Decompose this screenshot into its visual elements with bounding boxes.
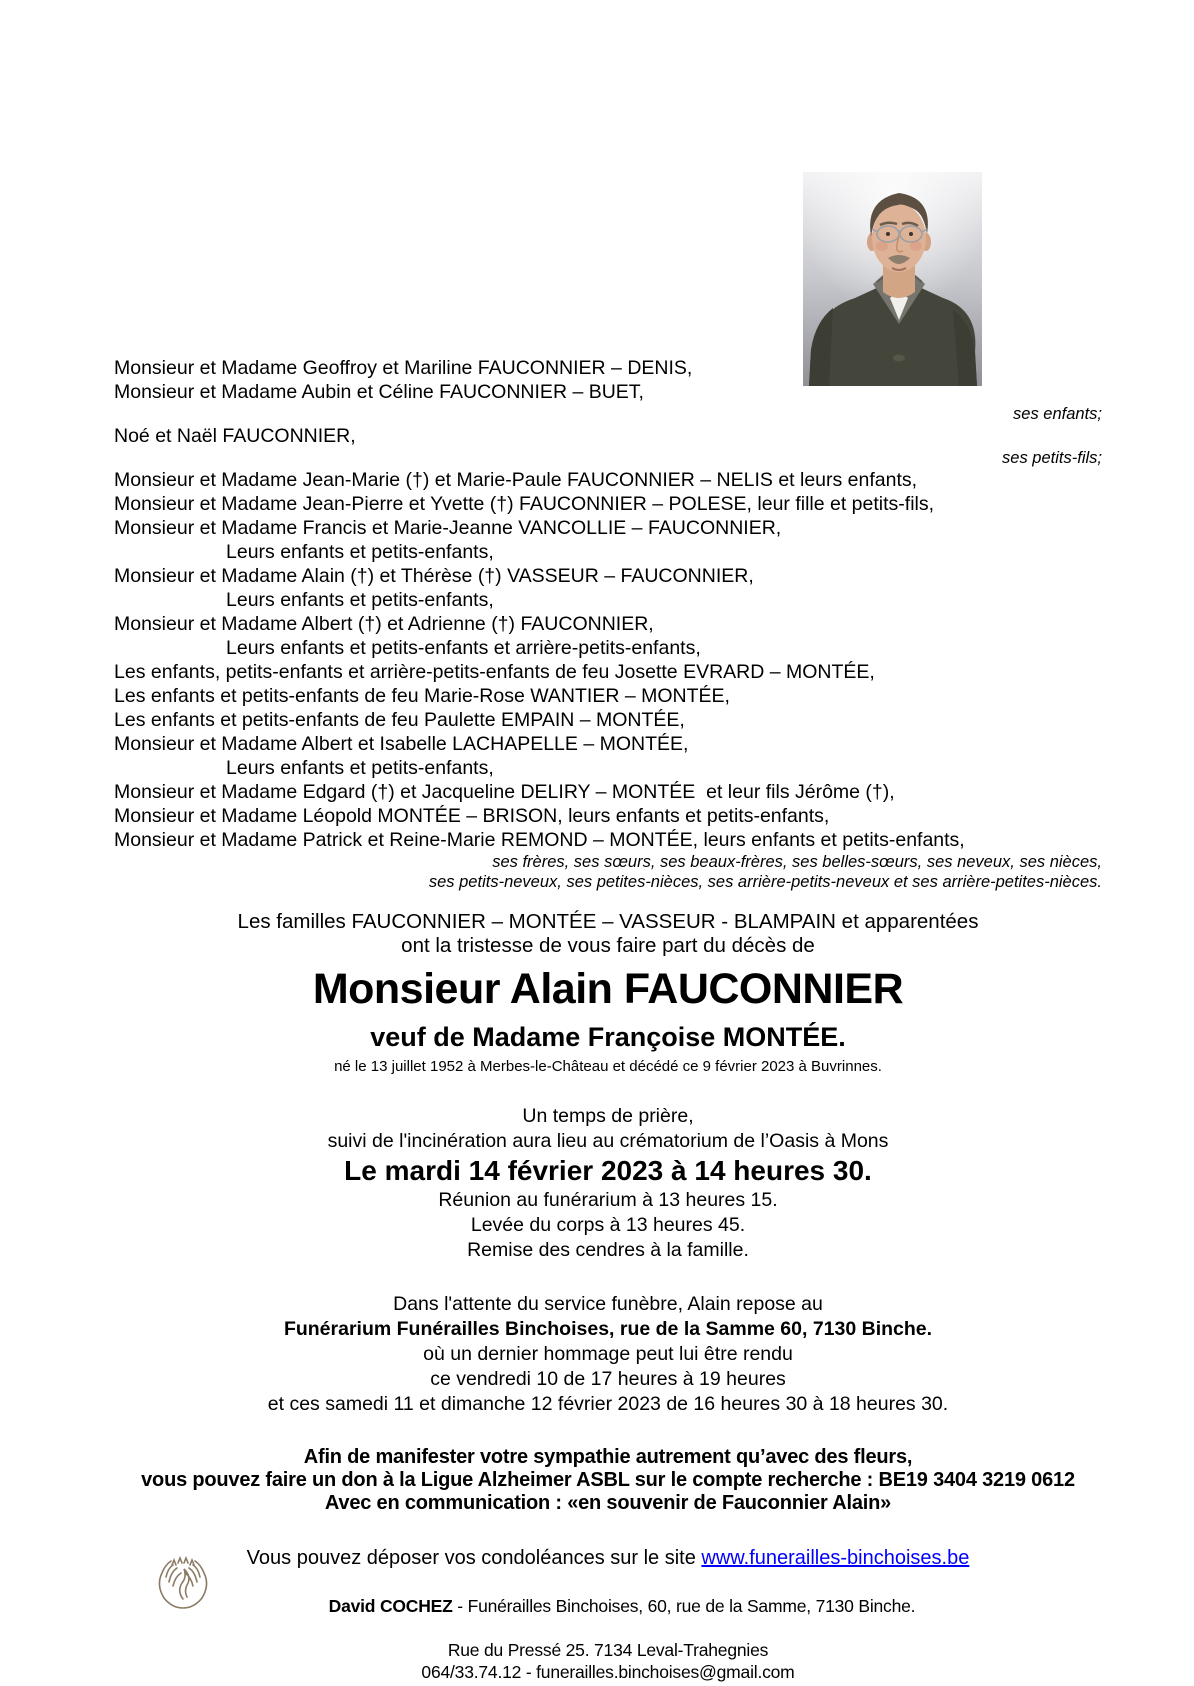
widower-line: veuf de Madame Françoise MONTÉE. xyxy=(370,1022,846,1052)
family-list-line: Monsieur et Madame Léopold MONTÉE – BRISON, leurs enfants et petits-enfants, xyxy=(114,805,830,827)
ceremony-details xyxy=(114,1104,1102,1263)
family-list-line: Noé et Naël FAUCONNIER, xyxy=(114,425,356,447)
family-list-line: Leurs enfants et petits-enfants et arrière-petits-enfants, xyxy=(226,637,701,659)
intro-line: ont la tristesse de vous faire part du décès de xyxy=(401,934,815,957)
family-list-line: ses frères, ses sœurs, ses beaux-frères, ses belles-sœurs, ses neveux, ses nièces, xyxy=(492,853,1102,871)
announcement-intro xyxy=(114,910,1102,958)
family-list-line: ses enfants; xyxy=(1013,405,1102,423)
website-link[interactable]: www.funerailles-binchoises.be xyxy=(701,1547,970,1569)
donation-line: Avec en communication : «en souvenir de Fauconnier Alain» xyxy=(324,1492,892,1514)
deceased-name: Monsieur Alain FAUCONNIER xyxy=(312,965,904,1013)
repose-details xyxy=(114,1292,1102,1417)
family-list-line: Leurs enfants et petits-enfants, xyxy=(226,757,494,779)
family-list-line: Monsieur et Madame Alain (†) et Thérèse (†) VASSEUR – FAUCONNIER, xyxy=(114,565,754,587)
director-line xyxy=(114,1573,1102,1639)
family-list-line: ses petits-fils; xyxy=(1002,449,1102,467)
ceremony-line: Réunion au funérarium à 13 heures 15. xyxy=(438,1189,778,1211)
director-details: - Funérailles Binchoises, 60, rue de la Samme, 7130 Binche. xyxy=(452,1596,916,1616)
intro-line: Les familles FAUCONNIER – MONTÉE – VASSEUR - BLAMPAIN et apparentées xyxy=(237,910,979,933)
ceremony-line: Un temps de prière, xyxy=(522,1105,694,1127)
family-list-line: Monsieur et Madame Albert (†) et Adrienne (†) FAUCONNIER, xyxy=(114,613,654,635)
family-list-line: Leurs enfants et petits-enfants, xyxy=(226,541,494,563)
ceremony-line: Le mardi 14 février 2023 à 14 heures 30. xyxy=(344,1155,872,1186)
ceremony-line: Remise des cendres à la famille. xyxy=(467,1239,749,1261)
repose-line: Funérarium Funérailles Binchoises, rue de la Samme 60, 7130 Binche. xyxy=(283,1318,933,1340)
condolences-line xyxy=(114,1546,1102,1571)
family-list-line: Monsieur et Madame Aubin et Céline FAUCONNIER – BUET, xyxy=(114,381,644,403)
family-list-line: Les enfants et petits-enfants de feu Paulette EMPAIN – MONTÉE, xyxy=(114,709,685,731)
director-name: David COCHEZ xyxy=(328,1596,453,1616)
birth-death-line: né le 13 juillet 1952 à Merbes-le-Château et décédé ce 9 février 2023 à Buvrinnes. xyxy=(334,1058,882,1075)
donation-request xyxy=(114,1446,1102,1515)
family-list xyxy=(114,356,1102,892)
family-list-line: Monsieur et Madame Jean-Marie (†) et Marie-Paule FAUCONNIER – NELIS et leurs enfants, xyxy=(114,469,918,491)
contact-line: 064/33.74.12 - funerailles.binchoises@gmail.com xyxy=(421,1662,795,1682)
deceased-photo xyxy=(803,172,982,386)
repose-line: et ces samedi 11 et dimanche 12 février 2023 de 16 heures 30 à 18 heures 30. xyxy=(267,1393,949,1415)
family-list-line: Les enfants et petits-enfants de feu Marie-Rose WANTIER – MONTÉE, xyxy=(114,685,730,707)
family-list-line: Monsieur et Madame Geoffroy et Mariline FAUCONNIER – DENIS, xyxy=(114,357,693,379)
repose-line: Dans l'attente du service funèbre, Alain repose au xyxy=(393,1293,823,1315)
family-list-line: Monsieur et Madame Albert et Isabelle LACHAPELLE – MONTÉE, xyxy=(114,733,689,755)
condolences-text: Vous pouvez déposer vos condoléances sur le site xyxy=(246,1547,702,1569)
family-list-line: Monsieur et Madame Patrick et Reine-Marie REMOND – MONTÉE, leurs enfants et petits-enfants, xyxy=(114,829,965,851)
funeral-home-footer xyxy=(114,1573,1102,1683)
family-list-line: Monsieur et Madame Francis et Marie-Jeanne VANCOLLIE – FAUCONNIER, xyxy=(114,517,782,539)
family-list-line: Les enfants, petits-enfants et arrière-petits-enfants de feu Josette EVRARD – MONTÉE, xyxy=(114,661,875,683)
donation-line: vous pouvez faire un don à la Ligue Alzheimer ASBL sur le compte recherche : BE19 3404 3219 0612 xyxy=(141,1469,1075,1491)
ceremony-line: suivi de l'incinération aura lieu au crématorium de l’Oasis à Mons xyxy=(327,1130,889,1152)
family-list-line: Leurs enfants et petits-enfants, xyxy=(226,589,494,611)
family-list-line: ses petits-neveux, ses petites-nièces, ses arrière-petits-neveux et ses arrière-petites-nièces. xyxy=(428,873,1102,891)
family-list-line: Monsieur et Madame Jean-Pierre et Yvette (†) FAUCONNIER – POLESE, leur fille et petits-fils, xyxy=(114,493,935,515)
repose-line: ce vendredi 10 de 17 heures à 19 heures xyxy=(430,1368,786,1390)
ceremony-line: Levée du corps à 13 heures 45. xyxy=(470,1214,746,1236)
address-line: Rue du Pressé 25. 7134 Leval-Trahegnies xyxy=(447,1640,769,1660)
repose-line: où un dernier hommage peut lui être rendu xyxy=(423,1343,793,1365)
family-list-line: Monsieur et Madame Edgard (†) et Jacqueline DELIRY – MONTÉE et leur fils Jérôme (†), xyxy=(114,781,895,803)
donation-line: Afin de manifester votre sympathie autrement qu’avec des fleurs, xyxy=(303,1446,913,1468)
